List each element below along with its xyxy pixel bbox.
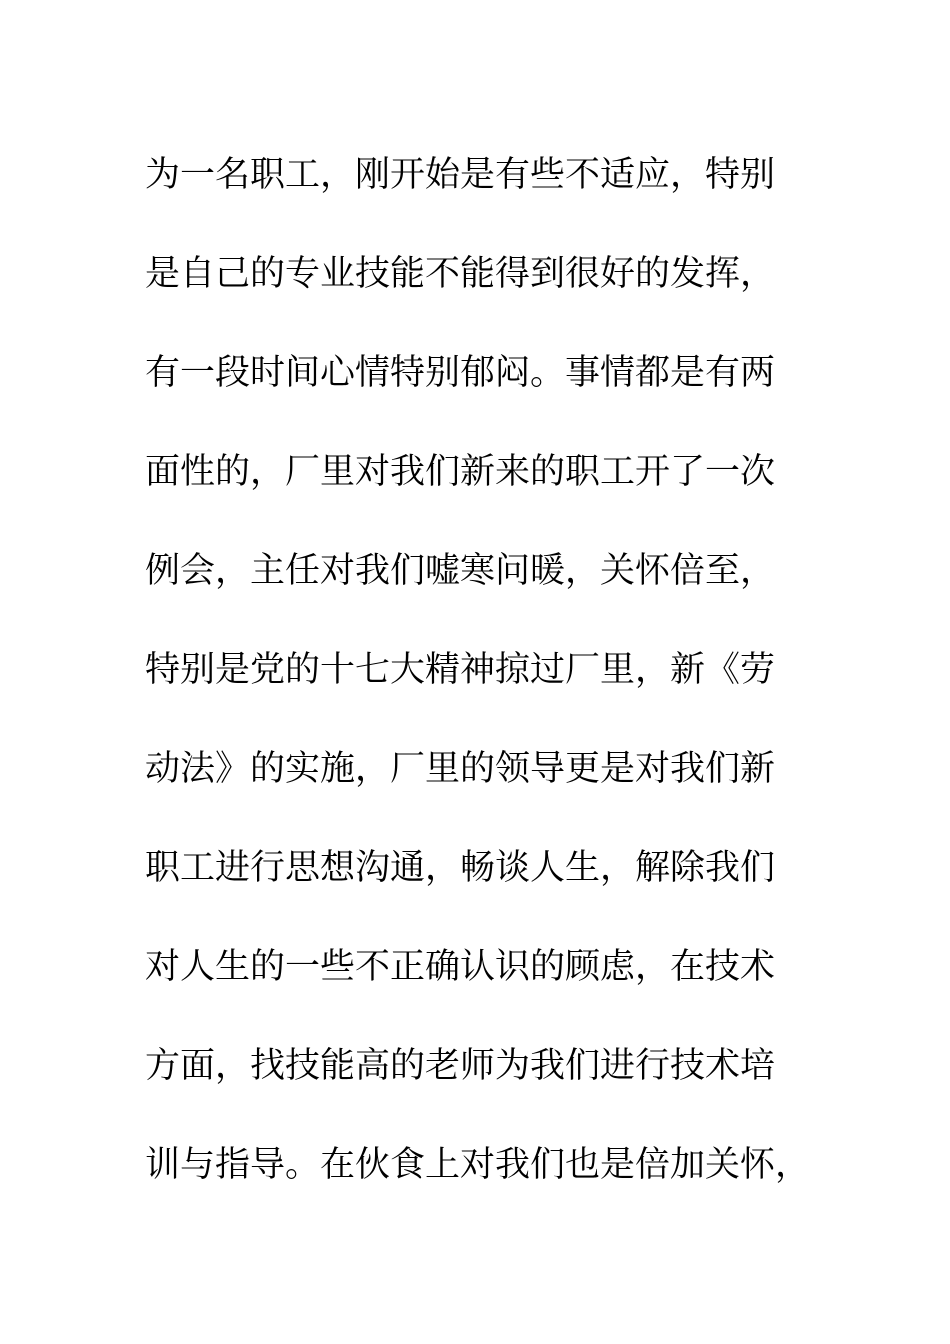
document-body xyxy=(145,126,845,1215)
text-line: 方面，找技能高的老师为我们进行技术培 xyxy=(145,1046,776,1086)
text-line: 对人生的一些不正确认识的顾虑，在技术 xyxy=(145,947,776,987)
text-line: 特别是党的十七大精神掠过厂里，新《劳 xyxy=(145,650,776,690)
text-line: 有一段时间心情特别郁闷。事情都是有两 xyxy=(145,353,776,393)
text-line: 例会，主任对我们嘘寒问暖，关怀倍至， xyxy=(145,551,776,591)
text-line: 动法》的实施，厂里的领导更是对我们新 xyxy=(145,749,776,789)
text-line: 为一名职工，刚开始是有些不适应，特别 xyxy=(145,155,776,195)
text-line: 训与指导。在伙食上对我们也是倍加关怀， xyxy=(145,1145,811,1185)
text-line: 职工进行思想沟通，畅谈人生，解除我们 xyxy=(145,848,776,888)
text-line: 面性的，厂里对我们新来的职工开了一次 xyxy=(145,452,776,492)
text-line: 是自己的专业技能不能得到很好的发挥， xyxy=(145,254,776,294)
